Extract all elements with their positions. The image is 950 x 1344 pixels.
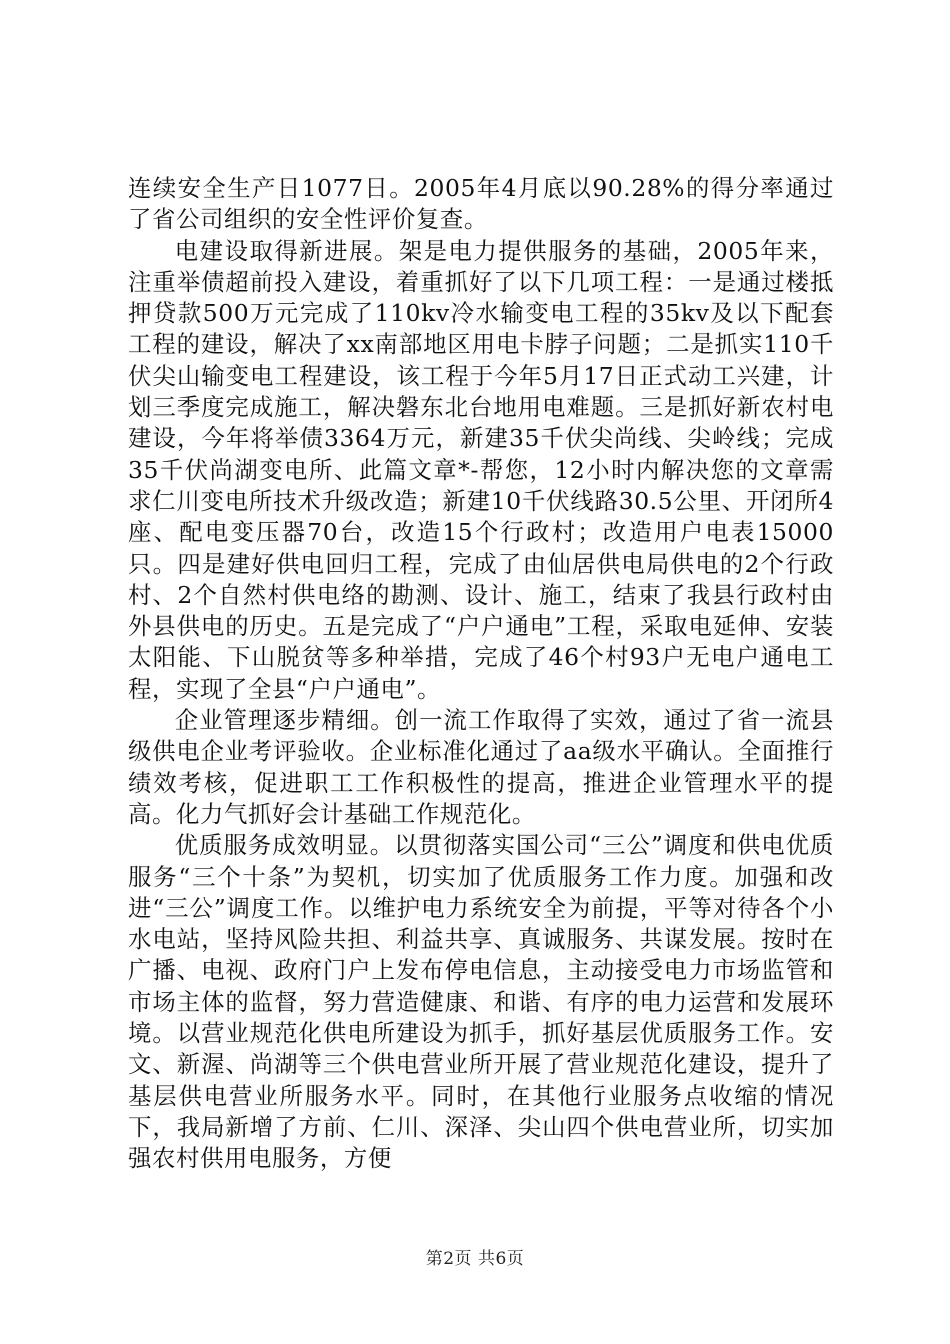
paragraph-power-construction: 电建设取得新进展。架是电力提供服务的基础，2005年来，注重举债超前投入建设，着重抓好了以下几项工程：一是通过楼抵押贷款500万元完成了110kv冷水输变电工程的35kv及以下配套工程的建设，解决了xx南部地区用电卡脖子问题；二是抓实110千伏尖山输变电工程建设，该工程于今年5月17日正式动工兴建，计划三季度完成施工，解决磐东北台地用电难题。三是抓好新农村电建设，今年将举债3364万元，新建35千伏尖尚线、尖岭线；完成35千伏尚湖变电所、此篇文章*-帮您，12小时内解决您的文章需求仁川变电所技术升级改造；新建10千伏线路30.5公里、开闭所4座、配电变压器70台，改造15个行政村；改造用户电表15000只。四是建好供电回归工程，完成了由仙居供电局供电的2个行政村、2个自然村供电络的勘测、设计、施工，结束了我县行政村由外县供电的历史。五是完成了“户户通电”工程，采取电延伸、安装太阳能、下山脱贫等多种举措，完成了46个村93户无电户通电工程，实现了全县“户户通电”。 bbox=[128, 236, 834, 703]
paragraph-continuation: 连续安全生产日1077日。2005年4月底以90.28%的得分率通过了省公司组织的安全性评价复查。 bbox=[128, 174, 834, 234]
document-body bbox=[128, 173, 834, 1175]
paragraph-quality-service: 优质服务成效明显。以贯彻落实国公司“三公”调度和供电优质服务“三个十条”为契机，切实加了优质服务工作力度。加强和改进“三公”调度工作。以维护电力系统安全为前提，平等对待各个小水电站，坚持风险共担、利益共享、真诚服务、共谋发展。按时在广播、电视、政府门户上发布停电信息，主动接受电力市场监管和市场主体的监督，努力营造健康、和谐、有序的电力运营和发展环境。以营业规范化供电所建设为抓手，抓好基层优质服务工作。安文、新渥、尚湖等三个供电营业所开展了营业规范化建设，提升了基层供电营业所服务水平。同时，在其他行业服务点收缩的情况下，我局新增了方前、仁川、深泽、尖山四个供电营业所，切实加强农村供用电服务，方便 bbox=[128, 831, 834, 1173]
paragraph-management: 企业管理逐步精细。创一流工作取得了实效，通过了省一流县级供电企业考评验收。企业标准化通过了aa级水平确认。全面推行绩效考核，促进职工工作积极性的提高，推进企业管理水平的提高。化力气抓好会计基础工作规范化。 bbox=[128, 706, 834, 828]
page-number-footer: 第2页 共6页 bbox=[425, 1249, 525, 1269]
